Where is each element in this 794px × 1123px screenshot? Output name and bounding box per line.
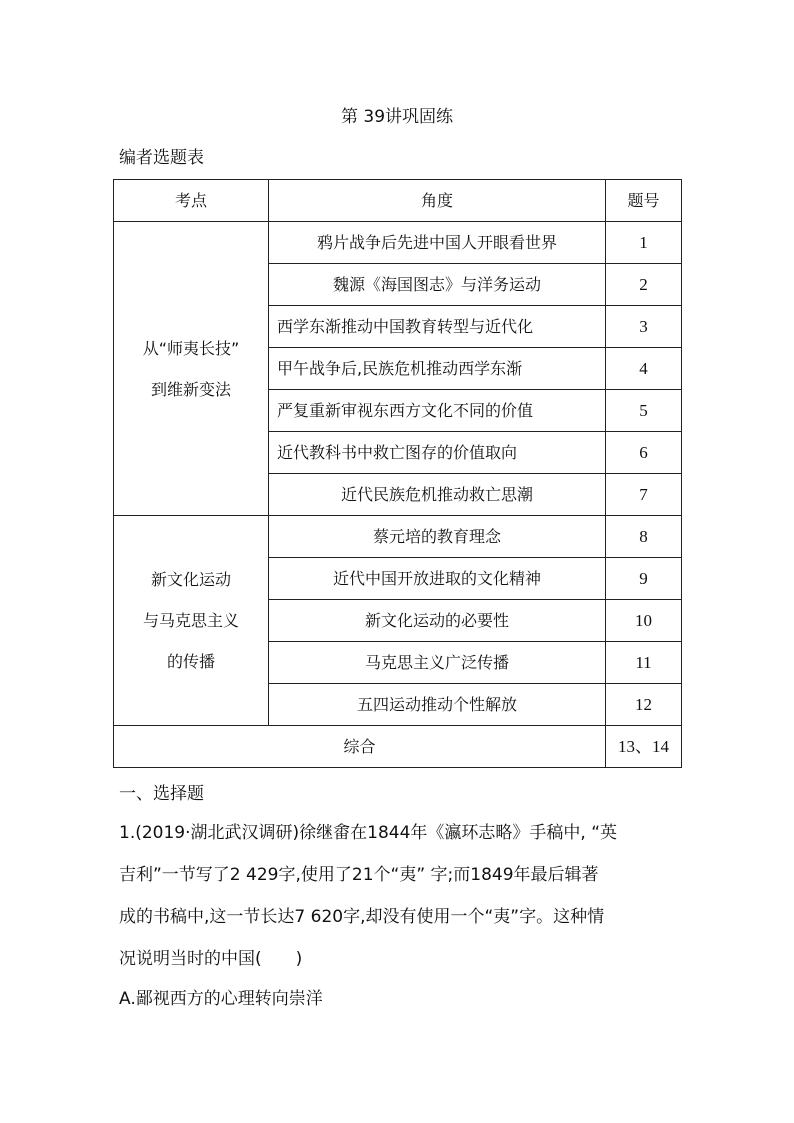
angle-cell: 五四运动推动个性解放: [269, 684, 606, 726]
angle-cell: 严复重新审视东西方文化不同的价值: [269, 390, 606, 432]
page-title: 第 39讲巩固练: [340, 107, 454, 127]
question-number-cell: 6: [606, 432, 682, 474]
question-number-cell: 11: [606, 642, 682, 684]
angle-cell: 近代民族危机推动救亡思潮: [269, 474, 606, 516]
angle-cell: 西学东渐推动中国教育转型与近代化: [269, 306, 606, 348]
kaodian-line: 的传播: [166, 652, 215, 671]
summary-label-cell: 综合: [114, 726, 606, 768]
question-line: 况说明当时的中国( ): [119, 949, 303, 969]
header-jiaodu: 角度: [269, 180, 606, 222]
kaodian-line: 从“师夷长技”: [142, 338, 240, 358]
angle-cell: 近代教科书中救亡图存的价值取向: [269, 432, 606, 474]
kaodian-group-2: [114, 516, 269, 726]
question-number-cell: 7: [606, 474, 682, 516]
angle-cell: 蔡元培的教育理念: [269, 516, 606, 558]
question-number-cell: 5: [606, 390, 682, 432]
topic-table: [113, 179, 682, 768]
kaodian-line: 新文化运动: [150, 570, 231, 589]
question-number-cell: 8: [606, 516, 682, 558]
angle-cell: 新文化运动的必要性: [269, 600, 606, 642]
angle-cell: 鸦片战争后先进中国人开眼看世界: [269, 222, 606, 264]
option-a: A.鄙视西方的心理转向崇洋: [119, 989, 323, 1009]
angle-cell: 近代中国开放进取的文化精神: [269, 558, 606, 600]
angle-cell: 马克思主义广泛传播: [269, 642, 606, 684]
summary-number-cell: 13、14: [606, 726, 682, 768]
question-line: 1.(2019·湖北武汉调研)徐继畬在1844年《瀛环志略》手稿中, “英: [119, 823, 618, 843]
question-number-cell: 10: [606, 600, 682, 642]
question-number-cell: 2: [606, 264, 682, 306]
table-header-row: [114, 180, 682, 222]
question-line: 吉利”一节写了2 429字,使用了21个“夷” 字;而1849年最后辑著: [119, 865, 599, 885]
table-caption: 编者选题表: [119, 148, 204, 168]
kaodian-group-1: [114, 222, 269, 516]
table-row: [114, 222, 682, 264]
question-number-cell: 12: [606, 684, 682, 726]
kaodian-line: 与马克思主义: [142, 611, 239, 630]
question-number-cell: 4: [606, 348, 682, 390]
question-number-cell: 9: [606, 558, 682, 600]
question-line: 成的书稿中,这一节长达7 620字,却没有使用一个“夷”字。这种情: [119, 907, 605, 927]
section-heading: 一、选择题: [119, 784, 204, 804]
angle-cell: 甲午战争后,民族危机推动西学东渐: [269, 348, 606, 390]
question-number-cell: 3: [606, 306, 682, 348]
question-number-cell: 1: [606, 222, 682, 264]
kaodian-line: 到维新变法: [150, 379, 231, 399]
table-row: [114, 516, 682, 558]
angle-cell: 魏源《海国图志》与洋务运动: [269, 264, 606, 306]
header-tihao: 题号: [606, 180, 682, 222]
header-kaodian: 考点: [114, 180, 269, 222]
table-summary-row: [114, 726, 682, 768]
question-1: [119, 812, 679, 980]
